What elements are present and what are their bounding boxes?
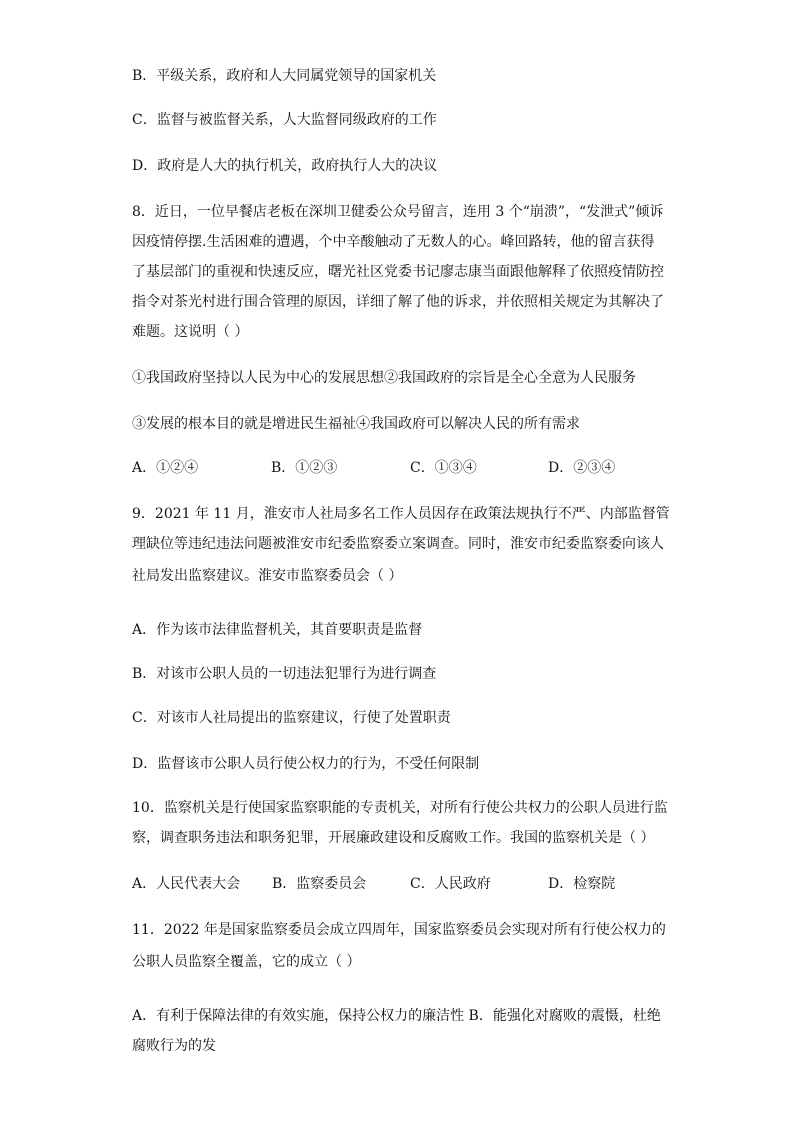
q7-option-d: D．政府是人大的执行机关，政府执行人大的决议 bbox=[132, 158, 438, 174]
q8-statements-1: ①我国政府坚持以人民为中心的发展思想②我国政府的宗旨是全心全意为人民服务 bbox=[132, 370, 636, 386]
q9-stem-line-3: 社局发出监察建议。淮安市监察委员会（ ） bbox=[132, 568, 403, 584]
q8-stem-line-1: 8．近日，一位早餐店老板在深圳卫健委公众号留言，连用 3 个“崩溃”，“发泄式”倾诉 bbox=[132, 204, 664, 220]
q8-option-c: C．①③④ bbox=[410, 460, 477, 476]
q8-option-d: D．②③④ bbox=[548, 460, 616, 476]
q9-option-a: A．作为该市法律监督机关，其首要职责是监督 bbox=[132, 622, 423, 638]
q11-option-b-continued: 腐败行为的发 bbox=[132, 1038, 216, 1054]
q10-stem-line-1: 10．监察机关是行使国家监察职能的专责机关，对所有行使公共权力的公职人员进行监 bbox=[132, 800, 668, 816]
q8-option-b: B．①②③ bbox=[271, 460, 338, 476]
q8-stem-line-5: 难题。这说明（ ） bbox=[132, 324, 249, 340]
q9-option-d: D．监督该市公职人员行使公权力的行为，不受任何限制 bbox=[132, 756, 480, 772]
q8-stem-line-3: 了基层部门的重视和快速反应，曙光社区党委书记廖志康当面跟他解释了依照疫情防控 bbox=[132, 264, 664, 280]
q10-stem-line-2: 察，调查职务违法和职务犯罪，开展廉政建设和反腐败工作。我国的监察机关是（ ） bbox=[132, 830, 655, 846]
q8-stem-line-2: 因疫情停摆.生活困难的遭遇，个中辛酸触动了无数人的心。峰回路转，他的留言获得 bbox=[132, 234, 655, 250]
q7-option-c: C．监督与被监督关系，人大监督同级政府的工作 bbox=[132, 112, 437, 128]
q11-stem-line-2: 公职人员监察全覆盖，它的成立（ ） bbox=[132, 954, 361, 970]
q9-option-b: B．对该市公职人员的一切违法犯罪行为进行调查 bbox=[132, 666, 437, 682]
q11-option-ab: A．有利于保障法律的有效实施，保持公权力的廉洁性 B．能强化对腐败的震慑，杜绝 bbox=[132, 1008, 661, 1024]
q8-options bbox=[132, 458, 672, 478]
q7-option-b: B．平级关系，政府和人大同属党领导的国家机关 bbox=[132, 68, 437, 84]
q9-option-c: C．对该市人社局提出的监察建议，行使了处置职责 bbox=[132, 710, 451, 726]
q10-option-b: B．监察委员会 bbox=[272, 876, 367, 892]
q8-option-a: A．①②④ bbox=[132, 460, 199, 476]
q10-options bbox=[132, 874, 672, 894]
q11-stem-line-1: 11．2022 年是国家监察委员会成立四周年，国家监察委员会实现对所有行使公权力的 bbox=[132, 922, 666, 938]
q10-option-c: C．人民政府 bbox=[410, 876, 491, 892]
q8-statements-2: ③发展的根本目的就是增进民生福祉④我国政府可以解决人民的所有需求 bbox=[132, 416, 580, 432]
q8-stem-line-4: 指令对茶光村进行围合管理的原因，详细了解了他的诉求，并依照相关规定为其解决了 bbox=[132, 294, 664, 310]
q9-stem-line-2: 理缺位等违纪违法问题被淮安市纪委监察委立案调查。同时，淮安市纪委监察委向该人 bbox=[132, 536, 664, 552]
q9-stem-line-1: 9．2021 年 11 月，淮安市人社局多名工作人员因存在政策法规执行不严、内部监督管 bbox=[132, 506, 670, 522]
q10-option-a: A．人民代表大会 bbox=[132, 876, 241, 892]
q10-option-d: D．检察院 bbox=[548, 876, 616, 892]
